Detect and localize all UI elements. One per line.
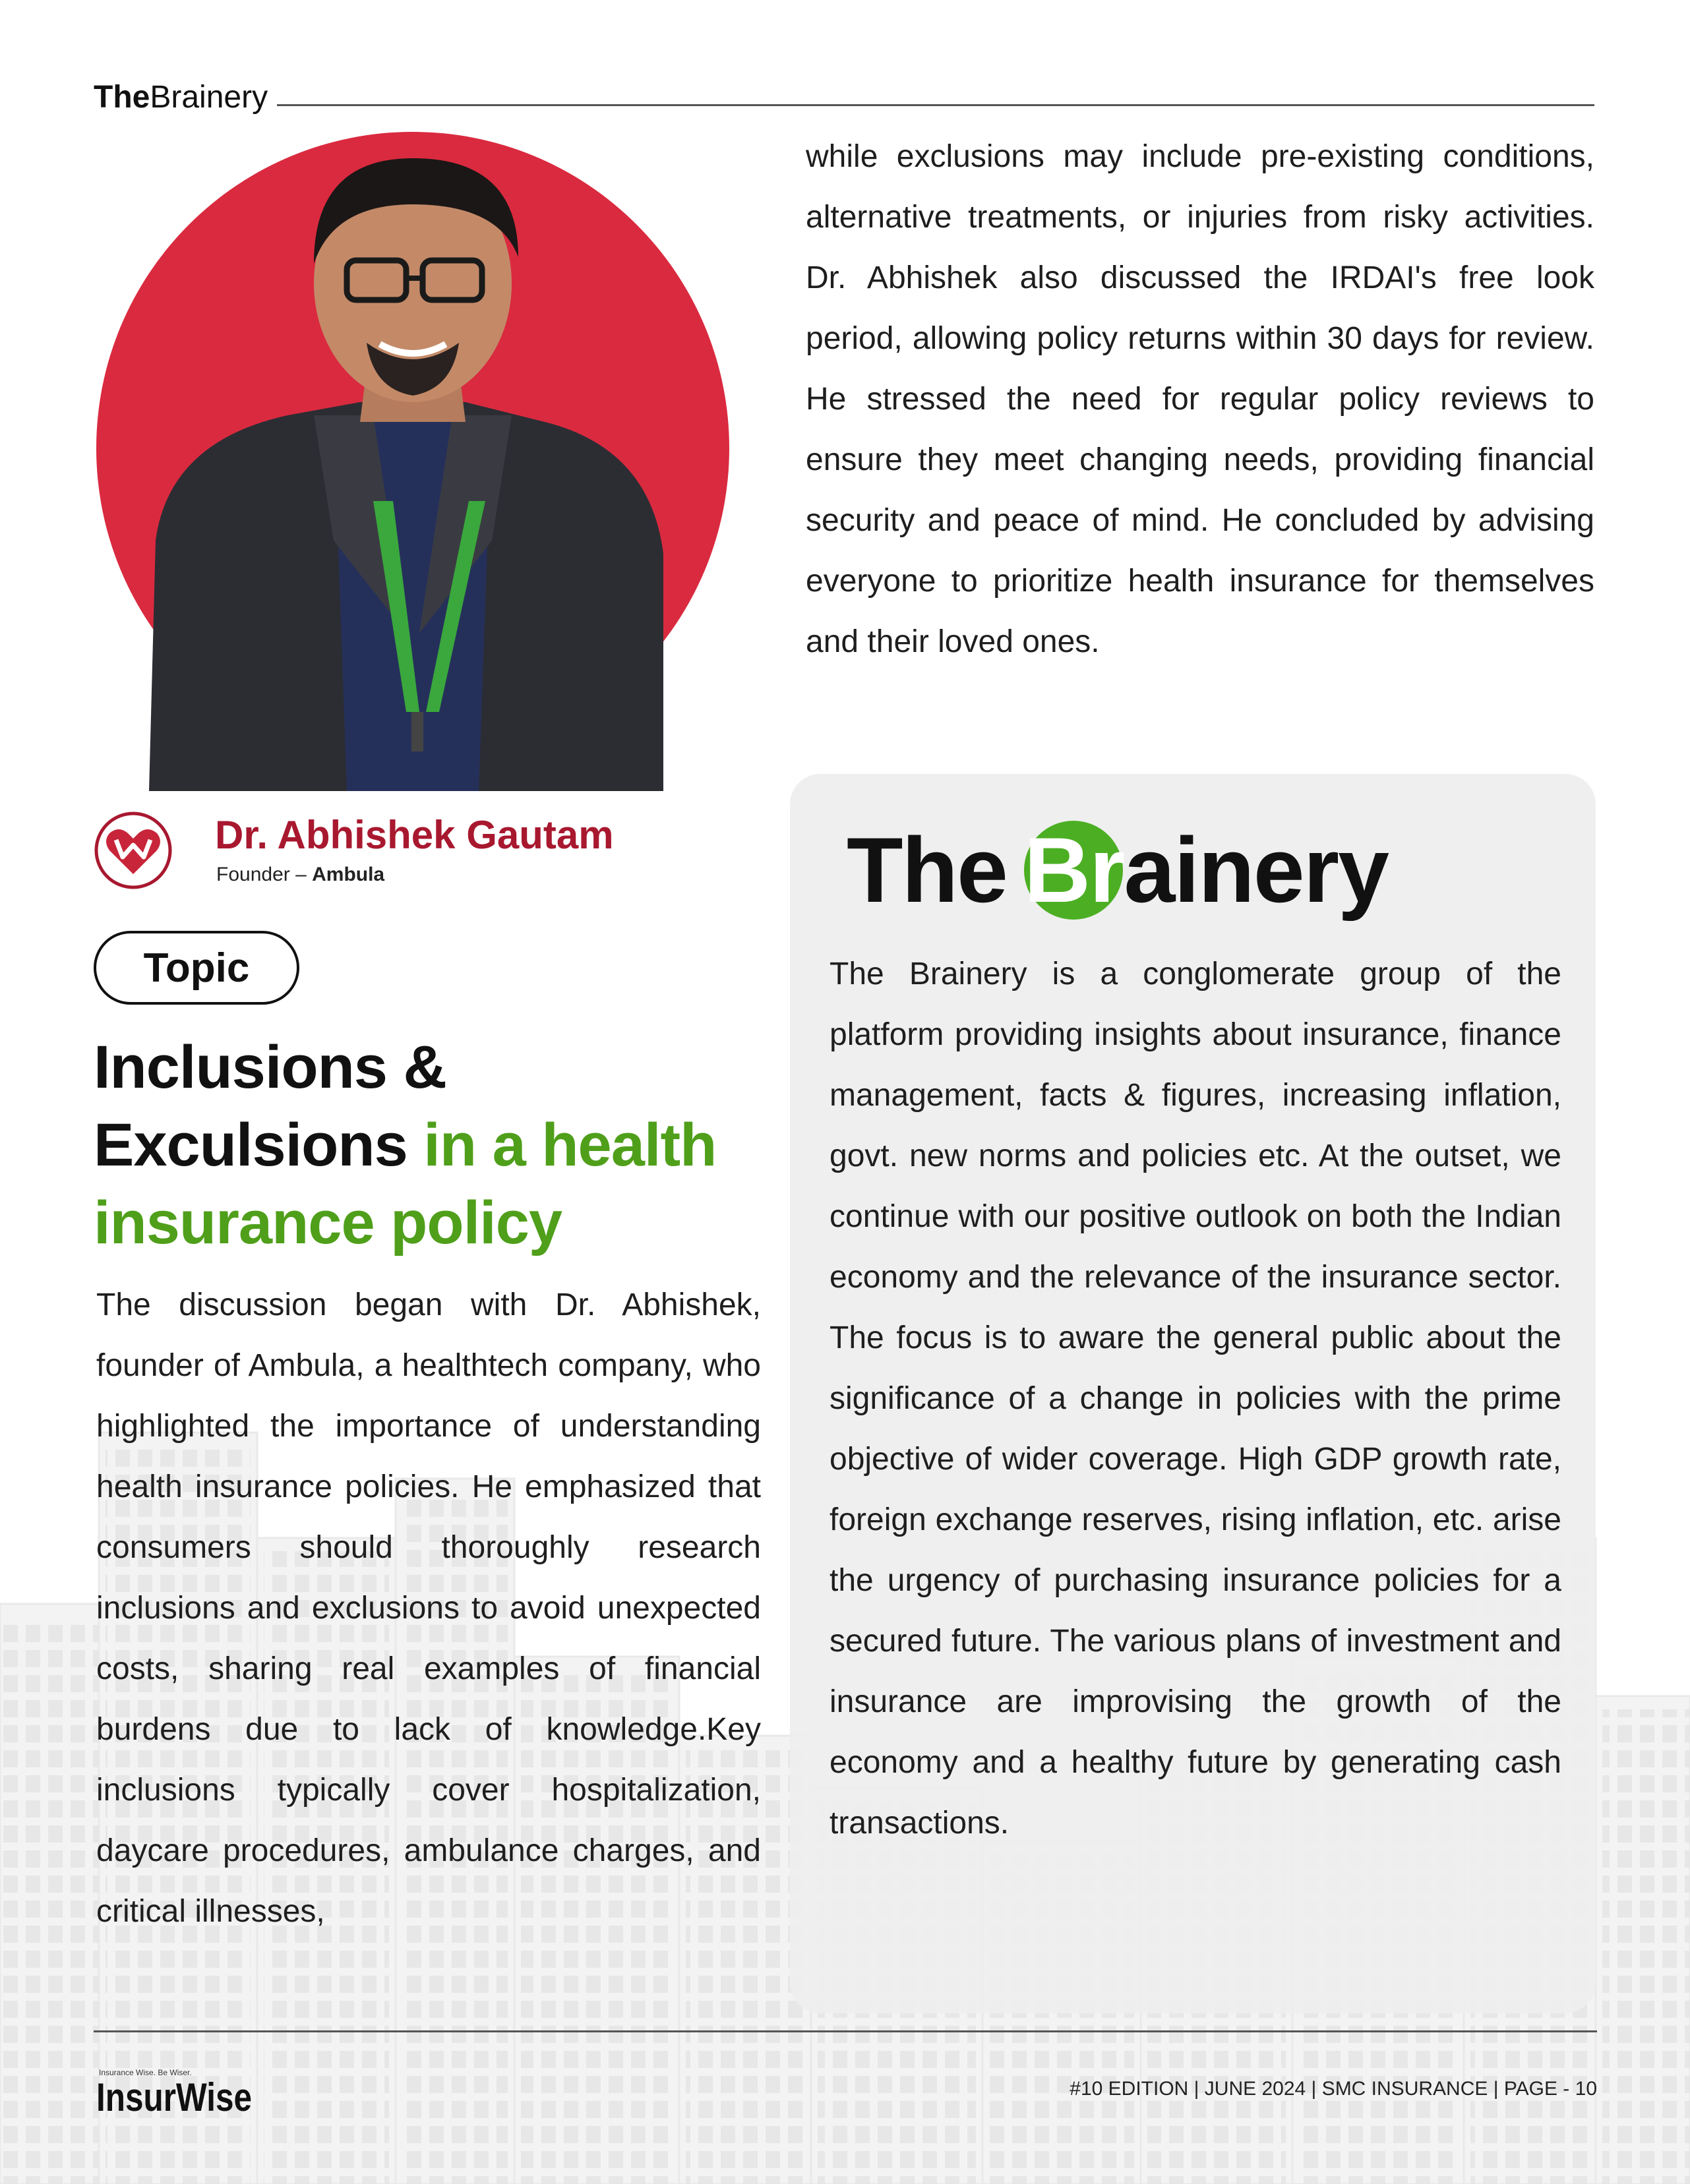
brainery-logo bbox=[847, 811, 1388, 930]
header-brand-bold: The bbox=[94, 80, 150, 115]
article-right-column: while exclusions may include pre-existing conditions, alternative treatments, or injuries from risky activities. Dr. Abhishek also discussed the IRDAI's free look period, allowing policy returns within 30 days for review. He stressed the need for regular policy reviews to ensure they meet changing needs, providing financial security and peace of mind. He concluded by advising everyone to prioritize health insurance for themselves and their loved ones. bbox=[806, 139, 1594, 659]
speaker-role: Founder – Ambula bbox=[216, 864, 385, 885]
article-headline bbox=[94, 1028, 793, 1262]
ambula-heart-icon bbox=[94, 811, 173, 890]
brainery-logo-the: The bbox=[847, 818, 1007, 922]
speaker-organization: Ambula bbox=[312, 864, 385, 885]
footer-divider bbox=[94, 2030, 1597, 2032]
header-brand bbox=[94, 79, 268, 116]
header-brand-rest: Brainery bbox=[150, 80, 268, 115]
brainery-logo-br: Br bbox=[1023, 818, 1124, 922]
headline-line-2-black: Exculsions bbox=[94, 1111, 407, 1179]
brainery-logo-rest: ainery bbox=[1124, 818, 1388, 922]
brainery-description: The Brainery is a conglomerate group of the platform providing insights about insurance, finance management, facts & figures, increasing inflation, govt. new norms and policies etc. At the outset, we continue with our positive outlook on both the Indian economy and the relevance of the insurance sector. The focus is to aware the general public about the significance of a change in policies with the prime objective of wider coverage. High GDP growth rate, foreign exchange reserves, rising inflation, etc. arise the urgency of purchasing insurance policies for a secured future. The various plans of investment and insurance are improvising the growth of the economy and a healthy future by generating cash transactions. bbox=[830, 957, 1561, 1841]
insurwise-wordmark: InsurWise bbox=[96, 2075, 252, 2119]
speaker-role-title: Founder bbox=[216, 864, 290, 885]
headline-line-3-green: insurance policy bbox=[94, 1189, 562, 1256]
footer-edition-info: #10 EDITION | JUNE 2024 | SMC INSURANCE | PAGE - 10 bbox=[1070, 2078, 1597, 2100]
insurwise-logo bbox=[96, 2055, 255, 2121]
headline-line-1: Inclusions & bbox=[94, 1034, 446, 1101]
article-left-column: The discussion began with Dr. Abhishek, founder of Ambula, a healthtech company, who highlighted the importance of understanding health insurance policies. He emphasized that consumers should thoroughly research inclusions and exclusions to avoid unexpected costs, sharing real examples of financial burdens due to lack of knowledge.Key inclusions typically cover hospitalization, daycare procedures, ambulance charges, and critical illnesses, bbox=[96, 1287, 761, 1929]
topic-badge: Topic bbox=[94, 931, 299, 1005]
speaker-name: Dr. Abhishek Gautam bbox=[215, 813, 614, 857]
insurwise-tagline: Insurance Wise. Be Wiser. bbox=[99, 2068, 192, 2077]
headline-line-2-green: in a health bbox=[407, 1111, 717, 1179]
header-divider bbox=[277, 104, 1594, 106]
speaker-portrait-photo bbox=[96, 132, 729, 791]
